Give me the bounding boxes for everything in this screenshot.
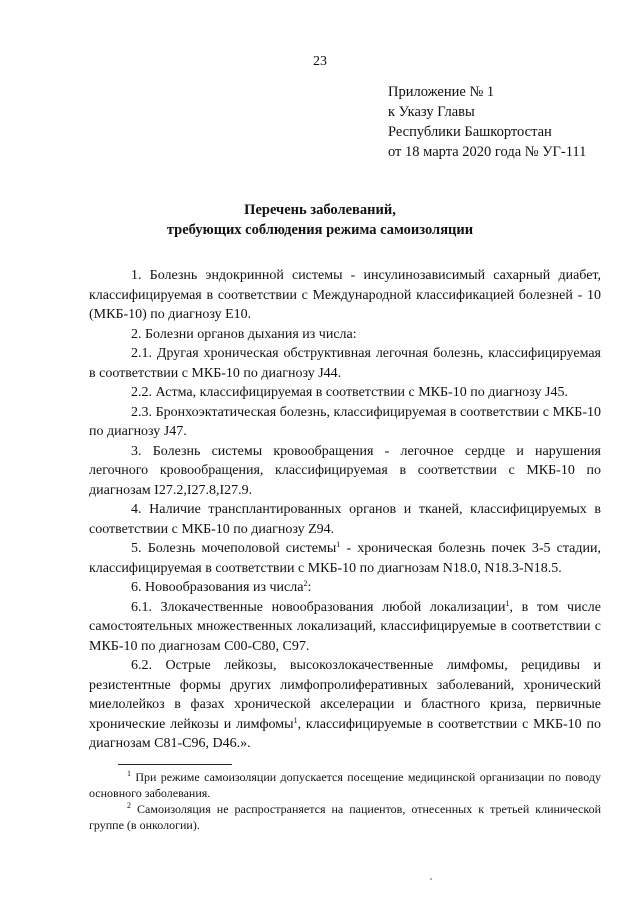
footnote-reference: 2 [303,579,308,588]
scan-speck [430,878,432,880]
list-item: 2.3. Бронхоэктатическая болезнь, классифицируемая в соответствии с МКБ-10 по диагнозу J47. [89,404,601,439]
footnote-reference: 1 [336,540,341,549]
page-number: 23 [313,54,327,69]
document-body [89,266,601,754]
list-item [89,656,601,754]
footnote-mark: 1 [127,769,131,778]
item-text: : [307,580,312,595]
appendix-line: Приложение № 1 [388,84,495,100]
appendix-line: от 18 марта 2020 года № УГ-111 [388,144,587,160]
item-text: 5. Болезнь мочеполовой системы [131,541,337,556]
footnote [89,801,601,833]
footnote-text: При режиме самоизоляции допускается посещение медицинской организации по поводу основного заболевания. [89,770,601,800]
appendix-header [388,82,586,162]
list-item: 2.2. Астма, классифицируемая в соответствии с МКБ-10 по диагнозу J45. [131,385,568,400]
item-text: - хроническая болезнь почек 3-5 стадии, классифицируемая в соответствии с МКБ-10 по диагнозам N18.0, N18.3-N18.5. [89,541,601,576]
title-line: Перечень заболеваний, [244,202,396,218]
appendix-line: к Указу Главы [388,104,475,120]
footnote-reference: 1 [293,715,298,725]
item-text: 6.2. Острые лейкозы, высокозлокачественные лимфомы, рецидивы и резистентные формы других лимфопролиферативных заболеваний, хронический миелолейкоз в фазах хронической акселерации и бластного криза, первичные хронические лейкозы и лимфомы [89,658,601,732]
footnote [89,769,601,801]
list-item: 4. Наличие трансплантированных органов и тканей, классифицируемых в соответствии с МКБ-10 по диагнозу Z94. [89,502,601,537]
footnote-reference: 1 [505,598,510,608]
title-line: требующих соблюдения режима самоизоляции [166,222,474,238]
item-text: 6. Новообразования из числа [131,580,304,595]
appendix-line: Республики Башкортостан [388,124,552,140]
list-item [89,578,601,598]
item-text: 6.1. Злокачественные новообразования любой локализации [131,599,506,615]
item-text: , в том числе самостоятельных множественных локализаций, классифицируемые в соответствии с МКБ-10 по диагнозам С00-С80, С97. [89,599,601,654]
footnote-text: Самоизоляция не распространяется на пациентов, отнесенных к третьей клинической группе (в онкологии). [89,802,601,832]
footnotes [89,769,601,833]
footnote-divider [118,764,232,765]
list-item [89,598,601,657]
list-item: 3. Болезнь системы кровообращения - легочное сердце и нарушения легочного кровообращения, классифицируемая в соответствии с МКБ-10 по диагнозам I27.2,I27.8,I27.9. [89,443,601,498]
item-text: , классифицируемые в соответствии с МКБ-10 по диагнозам С81-С96, D46.». [89,716,602,751]
list-item: 2. Болезни органов дыхания из числа: [131,326,357,342]
list-item [89,539,601,578]
document-title [0,200,640,240]
footnote-mark: 2 [127,801,131,810]
list-item: 2.1. Другая хроническая обструктивная легочная болезнь, классифицируемая в соответствии с МКБ-10 по диагнозу J44. [89,346,601,381]
list-item: 1. Болезнь эндокринной системы - инсулинозависимый сахарный диабет, классифицируемая в соответствии с Международной классификацией болезней - 10 (МКБ-10) по диагнозу Е10. [89,268,601,322]
